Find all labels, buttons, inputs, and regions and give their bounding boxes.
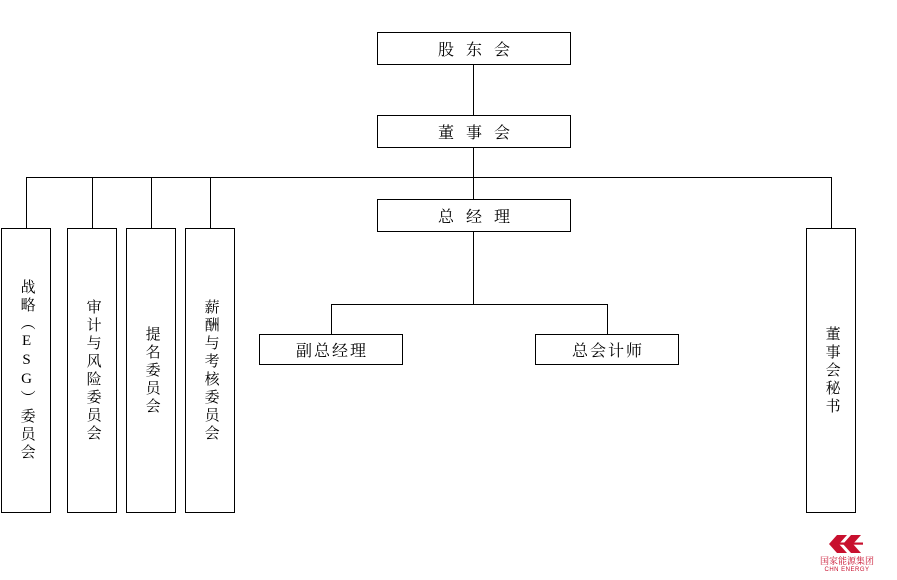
node-board-secretary [806, 228, 856, 513]
connector-board-manager [473, 148, 474, 199]
connector-manager-bus [331, 304, 608, 305]
node-label: 董事会秘书 [823, 325, 840, 416]
node-chief-accountant [535, 334, 679, 365]
node-label: 审计与风险委员会 [84, 298, 101, 443]
connector-bus-audit [92, 177, 93, 228]
connector-bus-chief-accountant [607, 304, 608, 334]
connector-manager-down [473, 232, 474, 304]
node-label: 总会计师 [571, 343, 644, 360]
node-audit-risk-committee [67, 228, 117, 513]
connector-bus-remuneration [210, 177, 211, 228]
connector-shareholders-board [473, 65, 474, 115]
node-label: 副总经理 [295, 343, 368, 360]
connector-bus-nomination [151, 177, 152, 228]
chn-energy-mark-icon [827, 533, 867, 555]
node-label: 股 东 会 [437, 42, 514, 59]
node-remuneration-assessment-committee [185, 228, 235, 513]
connector-board-bus [26, 177, 831, 178]
node-deputy-general-manager [259, 334, 403, 365]
connector-bus-strategy [26, 177, 27, 228]
node-label: 提名委员会 [143, 325, 160, 416]
node-board [377, 115, 571, 148]
node-shareholders [377, 32, 571, 65]
node-nomination-committee [126, 228, 176, 513]
node-label: 战略（ESG）委员会 [18, 279, 35, 462]
node-general-manager [377, 199, 571, 232]
logo-company-name-en: CHN ENERGY [824, 567, 870, 573]
node-strategy-esg-committee [1, 228, 51, 513]
connector-bus-board-secretary [831, 177, 832, 228]
node-label: 董 事 会 [437, 125, 514, 142]
logo-company-name-cn: 国家能源集团 [819, 556, 874, 566]
node-label: 薪酬与考核委员会 [202, 298, 219, 443]
connector-bus-deputy [331, 304, 332, 334]
node-label: 总 经 理 [437, 209, 514, 226]
company-logo [806, 533, 888, 573]
